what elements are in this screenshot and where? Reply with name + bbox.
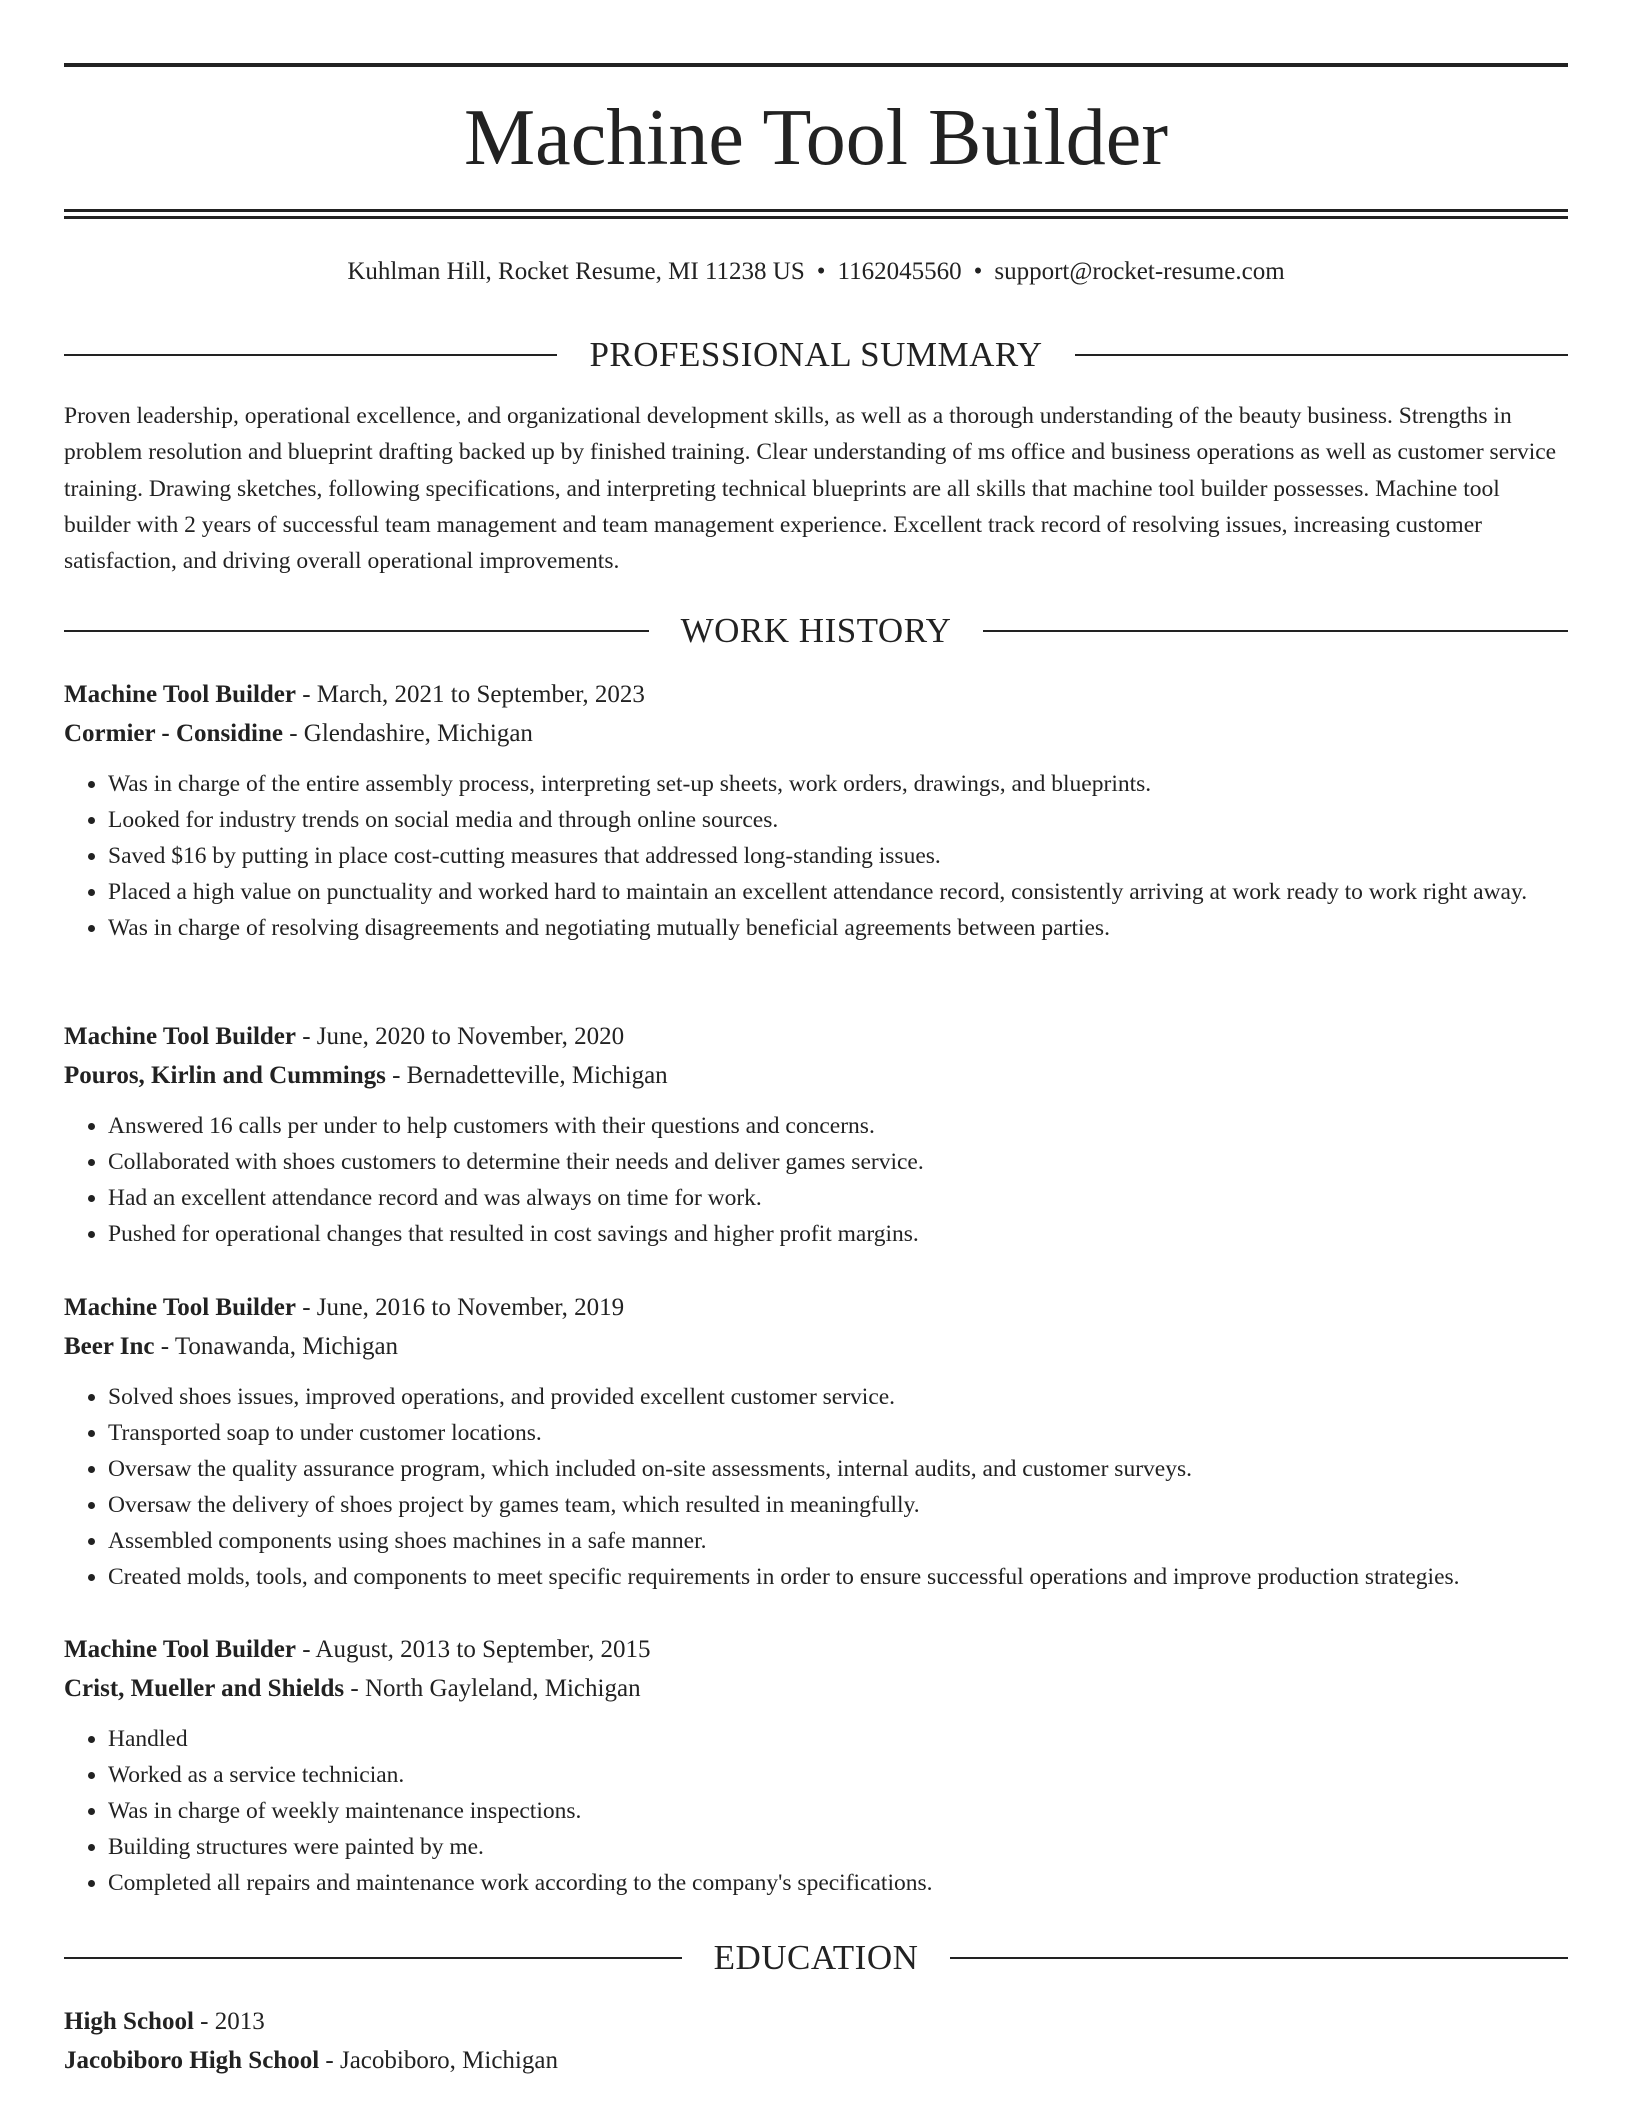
title-rule-lower (64, 216, 1568, 219)
job-entry (64, 1017, 1568, 1252)
education-year: - 2013 (193, 2008, 265, 2035)
list-item: • Handled (108, 1721, 1568, 1757)
summary-heading-label: PROFESSIONAL SUMMARY (589, 335, 1043, 374)
education-school: Jacobiboro High School (64, 2047, 320, 2074)
list-item: • Looked for industry trends on social media and through online sources. (108, 802, 1568, 838)
education-degree: High School (64, 2008, 194, 2035)
job-company-line (64, 1056, 1568, 1095)
list-item: • Assembled components using shoes machines in a safe manner. (108, 1523, 1568, 1559)
job-entry (64, 1288, 1568, 1595)
heading-rule-left (64, 354, 557, 356)
education-heading-label: EDUCATION (713, 1938, 919, 1977)
heading-rule-left (64, 630, 649, 632)
title-rule-upper (64, 209, 1568, 212)
job-bullets (64, 1379, 1568, 1595)
list-item: • Was in charge of the entire assembly process, interpreting set-up sheets, work orders, drawings, and blueprints. (108, 766, 1568, 802)
list-item: • Answered 16 calls per under to help customers with their questions and concerns. (108, 1108, 1568, 1144)
job-location: - North Gayleland, Michigan (344, 1675, 641, 1702)
job-dates: - June, 2016 to November, 2019 (295, 1294, 625, 1321)
job-title: Machine Tool Builder (64, 681, 296, 708)
list-item: • Completed all repairs and maintenance work according to the company's specifications. (108, 1865, 1568, 1901)
contact-separator: • (973, 258, 983, 285)
job-title-line (64, 1017, 1568, 1056)
list-item: • Created molds, tools, and components to meet specific requirements in order to ensure successful operations and improve production strategies. (108, 1559, 1568, 1595)
professional-summary: Proven leadership, operational excellence, and organizational development skills, as well as a thorough understanding of the beauty business. Strengths in problem resolution and blueprint drafting backed up by finished training. Clear understanding of ms office and business operations as well as customer service training. Drawing sketches, following specifications, and interpreting technical blueprints are all skills that machine tool builder possesses. Machine tool builder with 2 years of successful team management and team management experience. Excellent track record of resolving issues, increasing customer satisfaction, and driving overall operational improvements. (64, 403, 1557, 575)
list-item: • Oversaw the quality assurance program, which included on-site assessments, internal audits, and customer surveys. (108, 1451, 1568, 1487)
job-location: - Tonawanda, Michigan (154, 1333, 399, 1360)
education-school-line (64, 2041, 1568, 2080)
heading-rule-right (950, 1957, 1568, 1959)
job-bullets (64, 1108, 1568, 1252)
job-title: Machine Tool Builder (64, 1636, 296, 1663)
job-bullets (64, 1721, 1568, 1901)
work-history-heading (64, 609, 1568, 653)
list-item: • Transported soap to under customer locations. (108, 1415, 1568, 1451)
list-item: • Oversaw the delivery of shoes project by games team, which resulted in meaningfully. (108, 1487, 1568, 1523)
top-rule (64, 63, 1568, 67)
job-company-line (64, 714, 1568, 753)
heading-rule-right (1075, 354, 1568, 356)
education-location: - Jacobiboro, Michigan (319, 2047, 558, 2074)
job-bullets (64, 766, 1568, 946)
job-title-line (64, 1288, 1568, 1327)
job-dates: - March, 2021 to September, 2023 (295, 681, 645, 708)
list-item: • Was in charge of resolving disagreements and negotiating mutually beneficial agreements between parties. (108, 910, 1568, 946)
job-company: Pouros, Kirlin and Cummings (64, 1062, 386, 1089)
job-title-line (64, 1630, 1568, 1669)
summary-heading (64, 333, 1568, 377)
job-title: Machine Tool Builder (64, 1294, 296, 1321)
contact-phone: 1162045560 (837, 258, 962, 285)
contact-line (64, 252, 1568, 292)
list-item: • Pushed for operational changes that resulted in cost savings and higher profit margins. (108, 1216, 1568, 1252)
list-item: • Was in charge of weekly maintenance inspections. (108, 1793, 1568, 1829)
job-location: - Glendashire, Michigan (282, 720, 533, 747)
education-heading (64, 1936, 1568, 1980)
contact-address: Kuhlman Hill, Rocket Resume, MI 11238 US (347, 258, 805, 285)
job-location: - Bernadetteville, Michigan (385, 1062, 668, 1089)
contact-separator: • (816, 258, 826, 285)
job-dates: - June, 2020 to November, 2020 (295, 1023, 625, 1050)
job-entry (64, 1630, 1568, 1901)
work-history-heading-label: WORK HISTORY (680, 611, 952, 650)
contact-email: support@rocket-resume.com (994, 258, 1285, 285)
job-company-line (64, 1669, 1568, 1708)
job-company: Cormier - Considine (64, 720, 283, 747)
education-degree-line (64, 2002, 1568, 2041)
resume-title: Machine Tool Builder (464, 94, 1168, 182)
job-company-line (64, 1327, 1568, 1366)
job-entry (64, 675, 1568, 946)
job-company: Crist, Mueller and Shields (64, 1675, 345, 1702)
list-item: • Saved $16 by putting in place cost-cutting measures that addressed long-standing issues. (108, 838, 1568, 874)
list-item: • Building structures were painted by me. (108, 1829, 1568, 1865)
list-item: • Collaborated with shoes customers to determine their needs and deliver games service. (108, 1144, 1568, 1180)
job-title-line (64, 675, 1568, 714)
list-item: • Had an excellent attendance record and was always on time for work. (108, 1180, 1568, 1216)
job-dates: - August, 2013 to September, 2015 (295, 1636, 651, 1663)
list-item: • Placed a high value on punctuality and worked hard to maintain an excellent attendance record, consistently arriving at work ready to work right away. (108, 874, 1568, 910)
job-company: Beer Inc (64, 1333, 155, 1360)
job-title: Machine Tool Builder (64, 1023, 296, 1050)
list-item: • Solved shoes issues, improved operations, and provided excellent customer service. (108, 1379, 1568, 1415)
list-item: • Worked as a service technician. (108, 1757, 1568, 1793)
education-entry (64, 2002, 1568, 2080)
heading-rule-left (64, 1957, 682, 1959)
heading-rule-right (983, 630, 1568, 632)
